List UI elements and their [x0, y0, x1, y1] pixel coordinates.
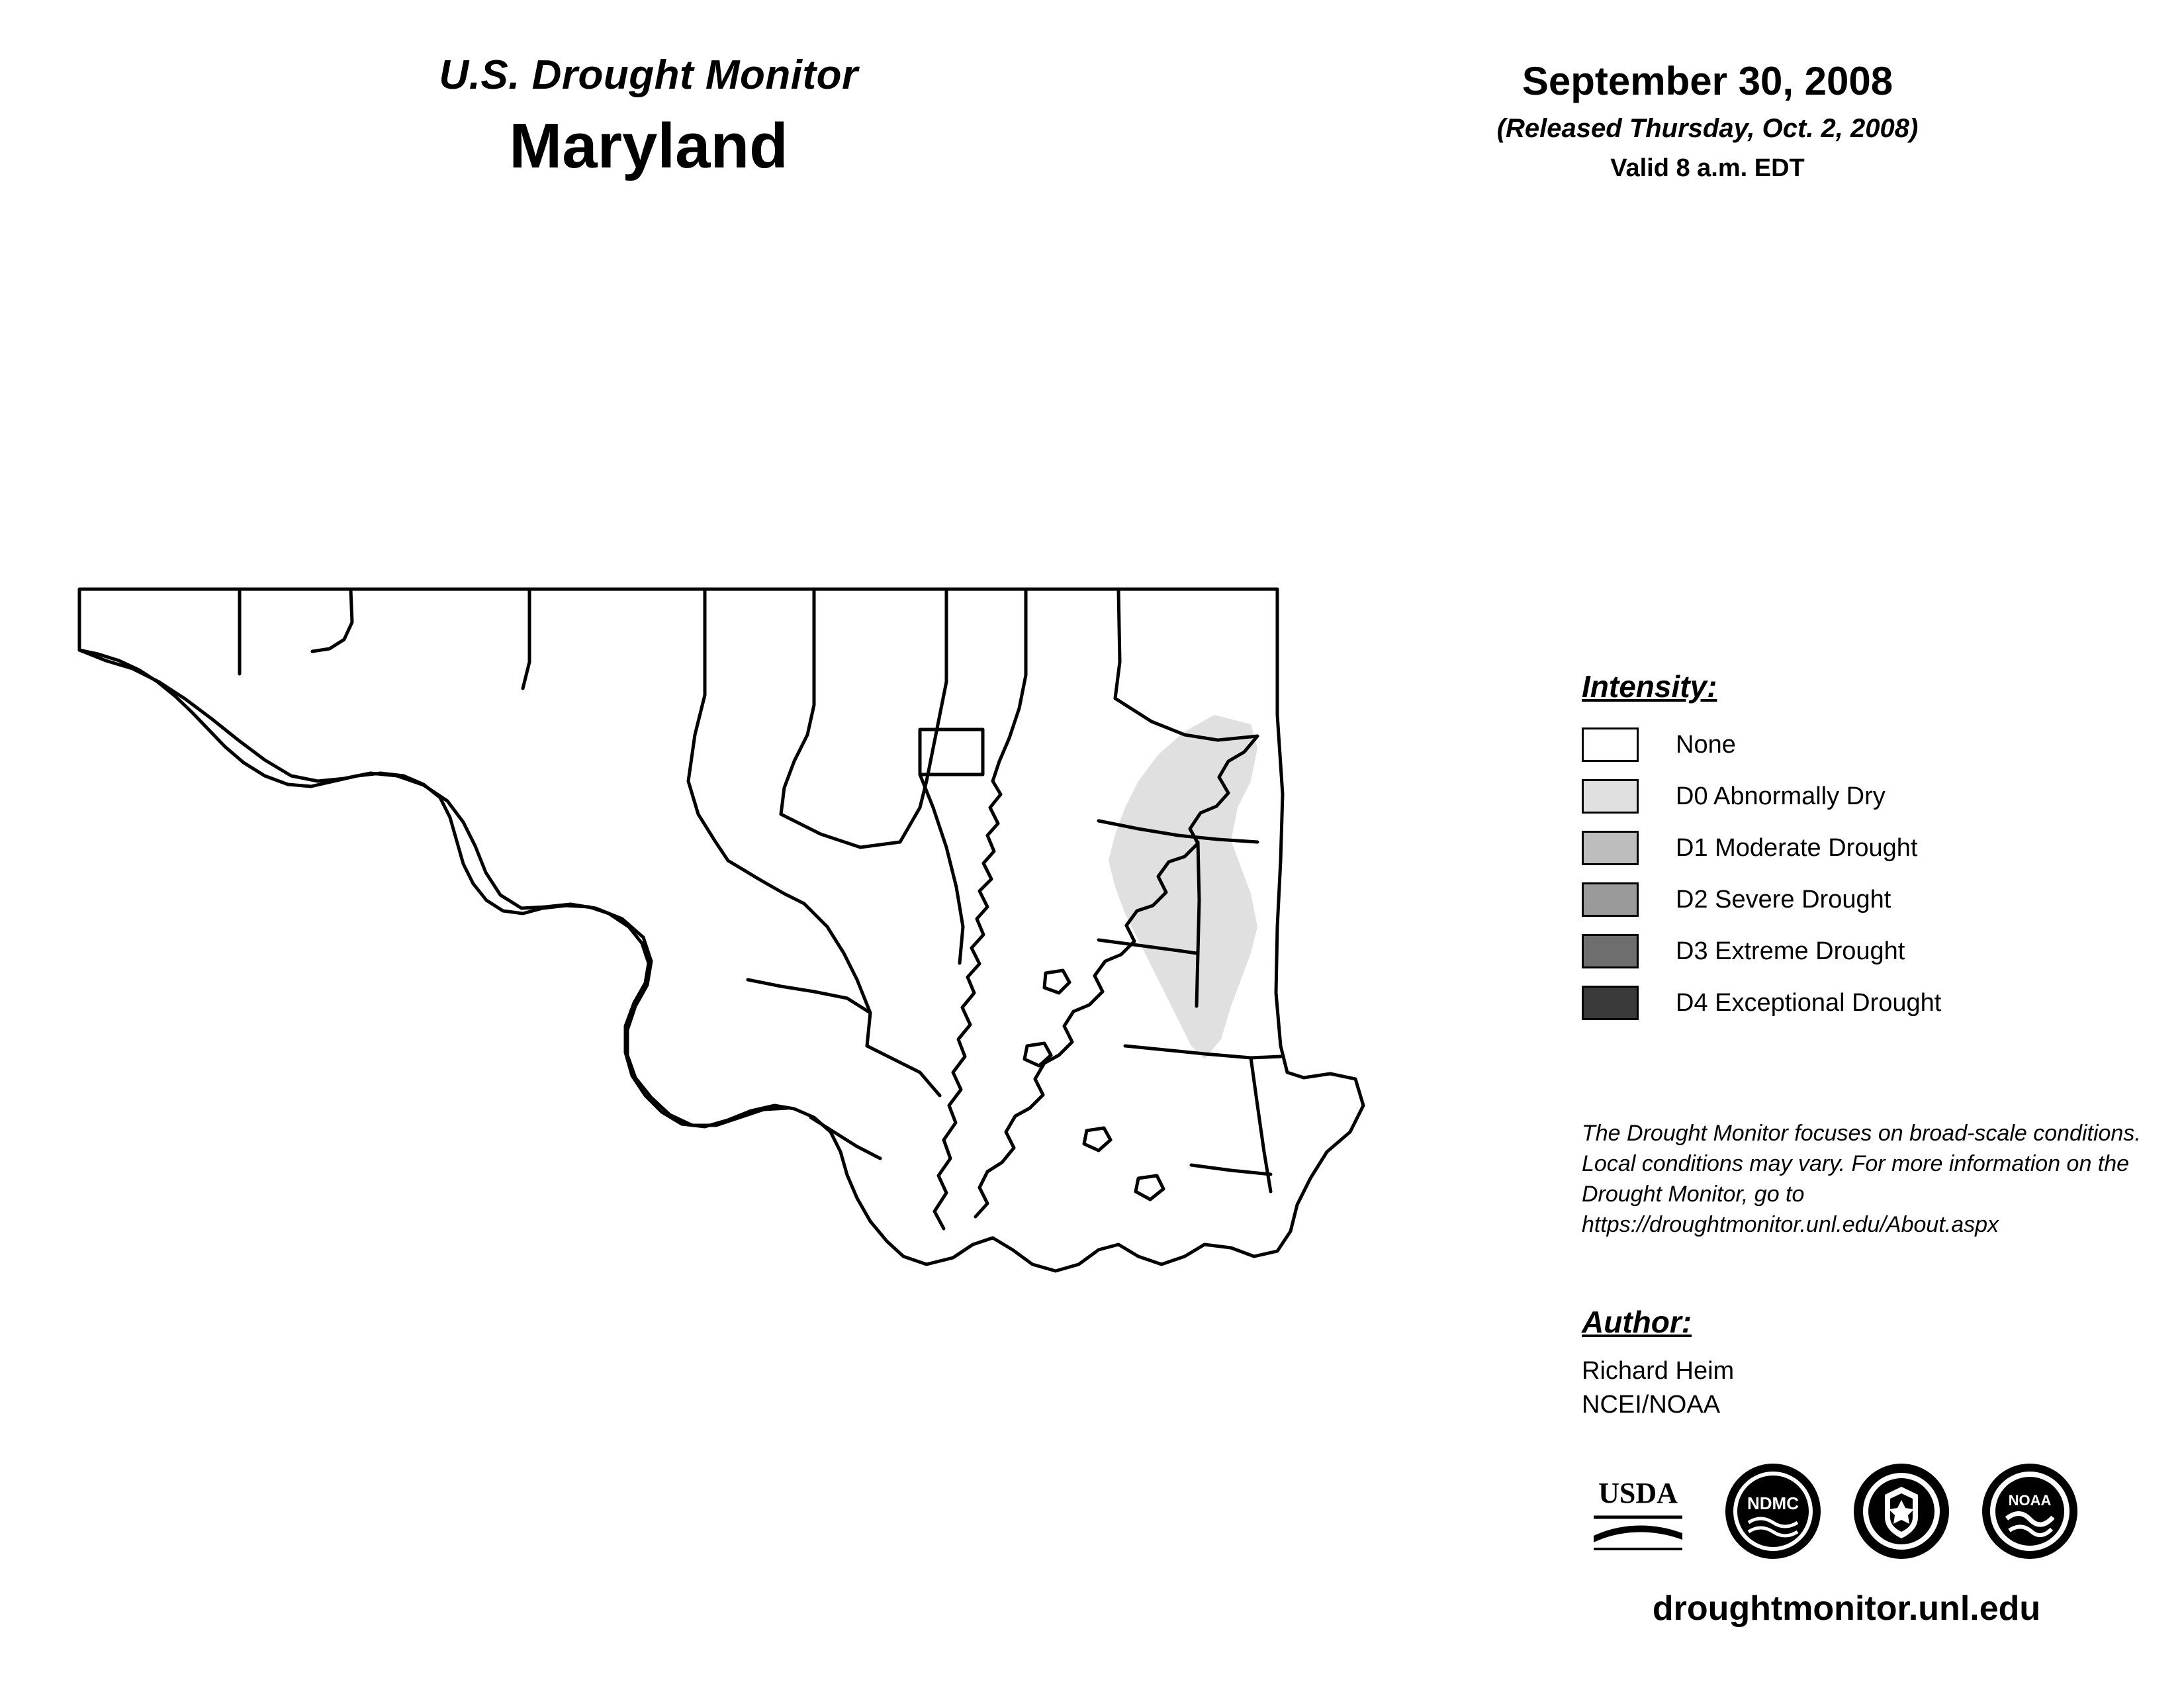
county-line-carroll — [781, 590, 814, 814]
website-url[interactable]: droughtmonitor.unl.edu — [1652, 1589, 2041, 1628]
chesapeake-bay-shoreline — [934, 761, 1001, 1229]
legend-item-d2[interactable] — [1582, 874, 2085, 925]
county-line-somerset — [1191, 1165, 1271, 1174]
county-line-annearundel — [920, 774, 963, 963]
page-title: U.S. Drought Monitor — [439, 52, 858, 98]
legend-item-d4[interactable] — [1582, 977, 2085, 1029]
legend — [1582, 669, 2085, 1029]
potomac-river — [79, 650, 788, 1125]
legend-item-d0[interactable] — [1582, 771, 2085, 822]
date-block — [1410, 60, 2005, 183]
legend-swatch-d2 — [1582, 882, 1639, 917]
legend-item-none[interactable] — [1582, 719, 2085, 771]
ndmc-logo[interactable] — [1723, 1462, 1823, 1564]
svg-text:NDMC: NDMC — [1747, 1493, 1799, 1513]
county-line-howard — [781, 808, 920, 847]
county-line-cecil — [1115, 590, 1120, 698]
legend-label-d0: D0 Abnormally Dry — [1676, 782, 1886, 810]
county-line-charles — [748, 980, 870, 1013]
county-line-caroline — [1197, 842, 1199, 1006]
author-name: Richard Heim — [1582, 1357, 1735, 1385]
legend-swatch-d0 — [1582, 779, 1639, 814]
legend-label-d1: D1 Moderate Drought — [1676, 833, 1918, 862]
legend-swatch-d1 — [1582, 831, 1639, 865]
state-title: Maryland — [509, 111, 788, 182]
county-line-calvert — [867, 1046, 940, 1096]
disclaimer-text: The Drought Monitor focuses on broad-scale conditions. Local conditions may vary. For more information on the Drought Monitor, go to https://droughtmonitor.unl.edu/About.aspx — [1582, 1121, 2141, 1237]
legend-label-d3: D3 Extreme Drought — [1676, 937, 1905, 965]
bay-island-3 — [1084, 1128, 1111, 1150]
author-title: Author: — [1582, 1305, 1692, 1339]
valid-date: September 30, 2008 — [1522, 59, 1893, 103]
legend-item-d3[interactable] — [1582, 925, 2085, 977]
legend-label-d2: D2 Severe Drought — [1676, 885, 1891, 914]
bay-island-4 — [1136, 1176, 1163, 1199]
doc-logo[interactable] — [1852, 1462, 1951, 1564]
county-line-pg — [804, 904, 870, 1046]
map-layers — [79, 589, 1363, 1271]
svg-text:NOAA: NOAA — [2008, 1491, 2052, 1509]
maryland-drought-map[interactable] — [66, 583, 1476, 1377]
author-affiliation: NCEI/NOAA — [1582, 1391, 1721, 1419]
title-block — [285, 53, 1013, 183]
logo-strip — [1582, 1453, 2111, 1572]
legend-swatch-d3 — [1582, 934, 1639, 968]
legend-item-d1[interactable] — [1582, 822, 2085, 874]
county-line-frederick — [688, 590, 728, 861]
drought-area-d0 — [1109, 715, 1257, 1059]
county-line-washington — [523, 590, 529, 688]
svg-text:USDA: USDA — [1598, 1476, 1678, 1509]
legend-swatch-none — [1582, 727, 1639, 762]
legend-label-none: None — [1676, 730, 1736, 759]
legend-label-d4: D4 Exceptional Drought — [1676, 988, 1942, 1017]
legend-title: Intensity: — [1582, 669, 1717, 704]
county-line-allegany — [312, 590, 352, 651]
valid-time: Valid 8 a.m. EDT — [1610, 154, 1805, 182]
county-line-montgomery — [728, 861, 804, 904]
bay-island-1 — [1044, 970, 1069, 993]
county-line-stmarys — [811, 1117, 880, 1158]
author-block — [1582, 1304, 2111, 1423]
released-date: (Released Thursday, Oct. 2, 2008) — [1496, 114, 1919, 143]
usda-logo[interactable] — [1582, 1462, 1694, 1564]
noaa-logo[interactable] — [1980, 1462, 2079, 1564]
county-line-harford — [999, 590, 1026, 761]
legend-swatch-d4 — [1582, 986, 1639, 1020]
